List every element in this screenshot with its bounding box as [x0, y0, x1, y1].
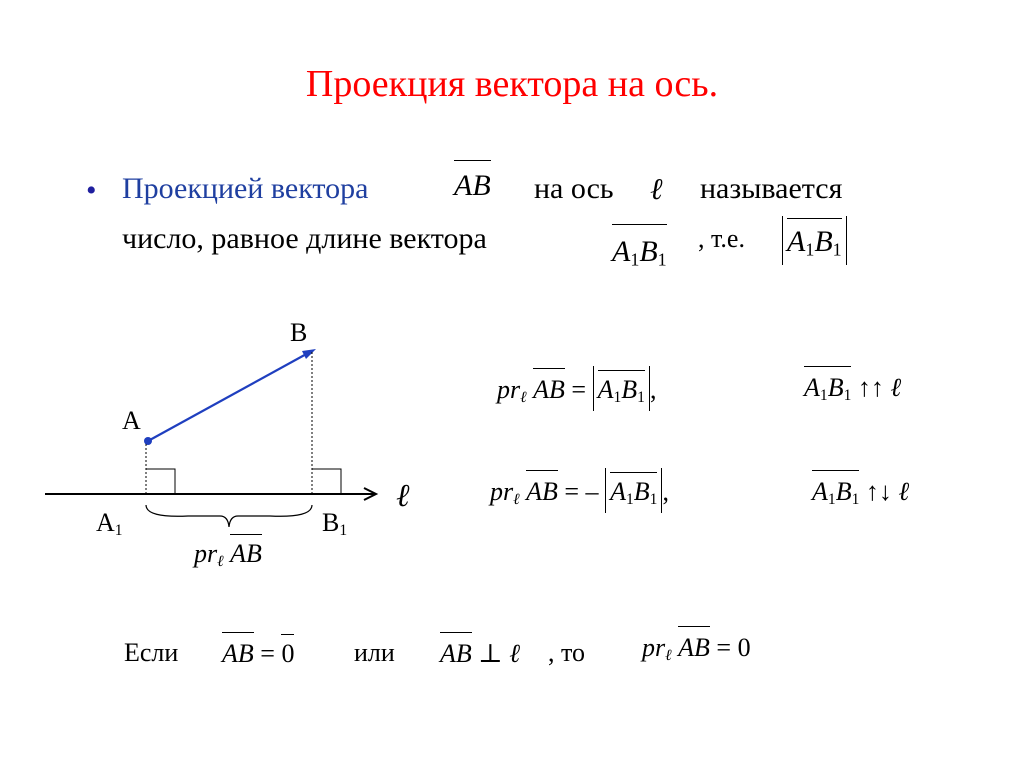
then-label: , то [548, 638, 586, 667]
if-label: Если [124, 638, 179, 667]
vector-ab-arrow [148, 352, 310, 441]
axis-symbol-inline: ℓ [650, 172, 663, 207]
zero-vector-condition: AB = 0 [222, 632, 294, 669]
vector-arrowhead [302, 349, 316, 359]
formula-opposite: $pr_\ell$ AB = – $A_1B_1$ , [490, 468, 669, 513]
bullet-line2-b: , т.е. [698, 224, 745, 253]
perp-symbol: ⊥ [478, 639, 503, 668]
or-label: или [354, 638, 395, 667]
perpendicular-condition: AB ⊥ ℓ [440, 632, 520, 669]
bullet-marker: • [86, 174, 97, 207]
label-projection: $pr_\ell$ AB [194, 534, 262, 571]
point-a [144, 437, 152, 445]
vector-a1b1: $A_1B_1$ [612, 224, 667, 269]
formula-codirectional: $pr_\ell$ AB = $A_1B_1$ , [497, 366, 656, 411]
bullet-line1-b: на ось [534, 172, 614, 205]
bullet-line1-a: Проекцией вектора [122, 172, 369, 205]
label-axis: ℓ [396, 476, 410, 514]
length-a1b1: $A_1B_1$ [782, 216, 847, 265]
label-a1: $A_1$ [96, 508, 123, 539]
bullet-line2-a: число, равное длине вектора [122, 222, 487, 255]
opposite-arrows: ↑↓ [865, 477, 892, 506]
projection-brace [146, 505, 312, 527]
label-b: B [290, 318, 308, 347]
label-b1: $B_1$ [322, 508, 348, 539]
vector-ab-symbol: AB [454, 160, 491, 201]
codirectional-arrows: ↑↑ [857, 373, 884, 402]
page-title: Проекция вектора на ось. [305, 63, 719, 105]
right-angle-b [312, 469, 341, 494]
zero-projection: $pr_\ell$ AB = 0 [642, 626, 751, 665]
right-angle-a [146, 469, 175, 494]
bullet-line1-c: называется [700, 172, 843, 205]
condition-opposite: $A_1B_1$ ↑↓ ℓ [812, 470, 909, 507]
label-a: A [122, 406, 141, 435]
condition-codirectional: $A_1B_1$ ↑↑ ℓ [804, 366, 901, 403]
